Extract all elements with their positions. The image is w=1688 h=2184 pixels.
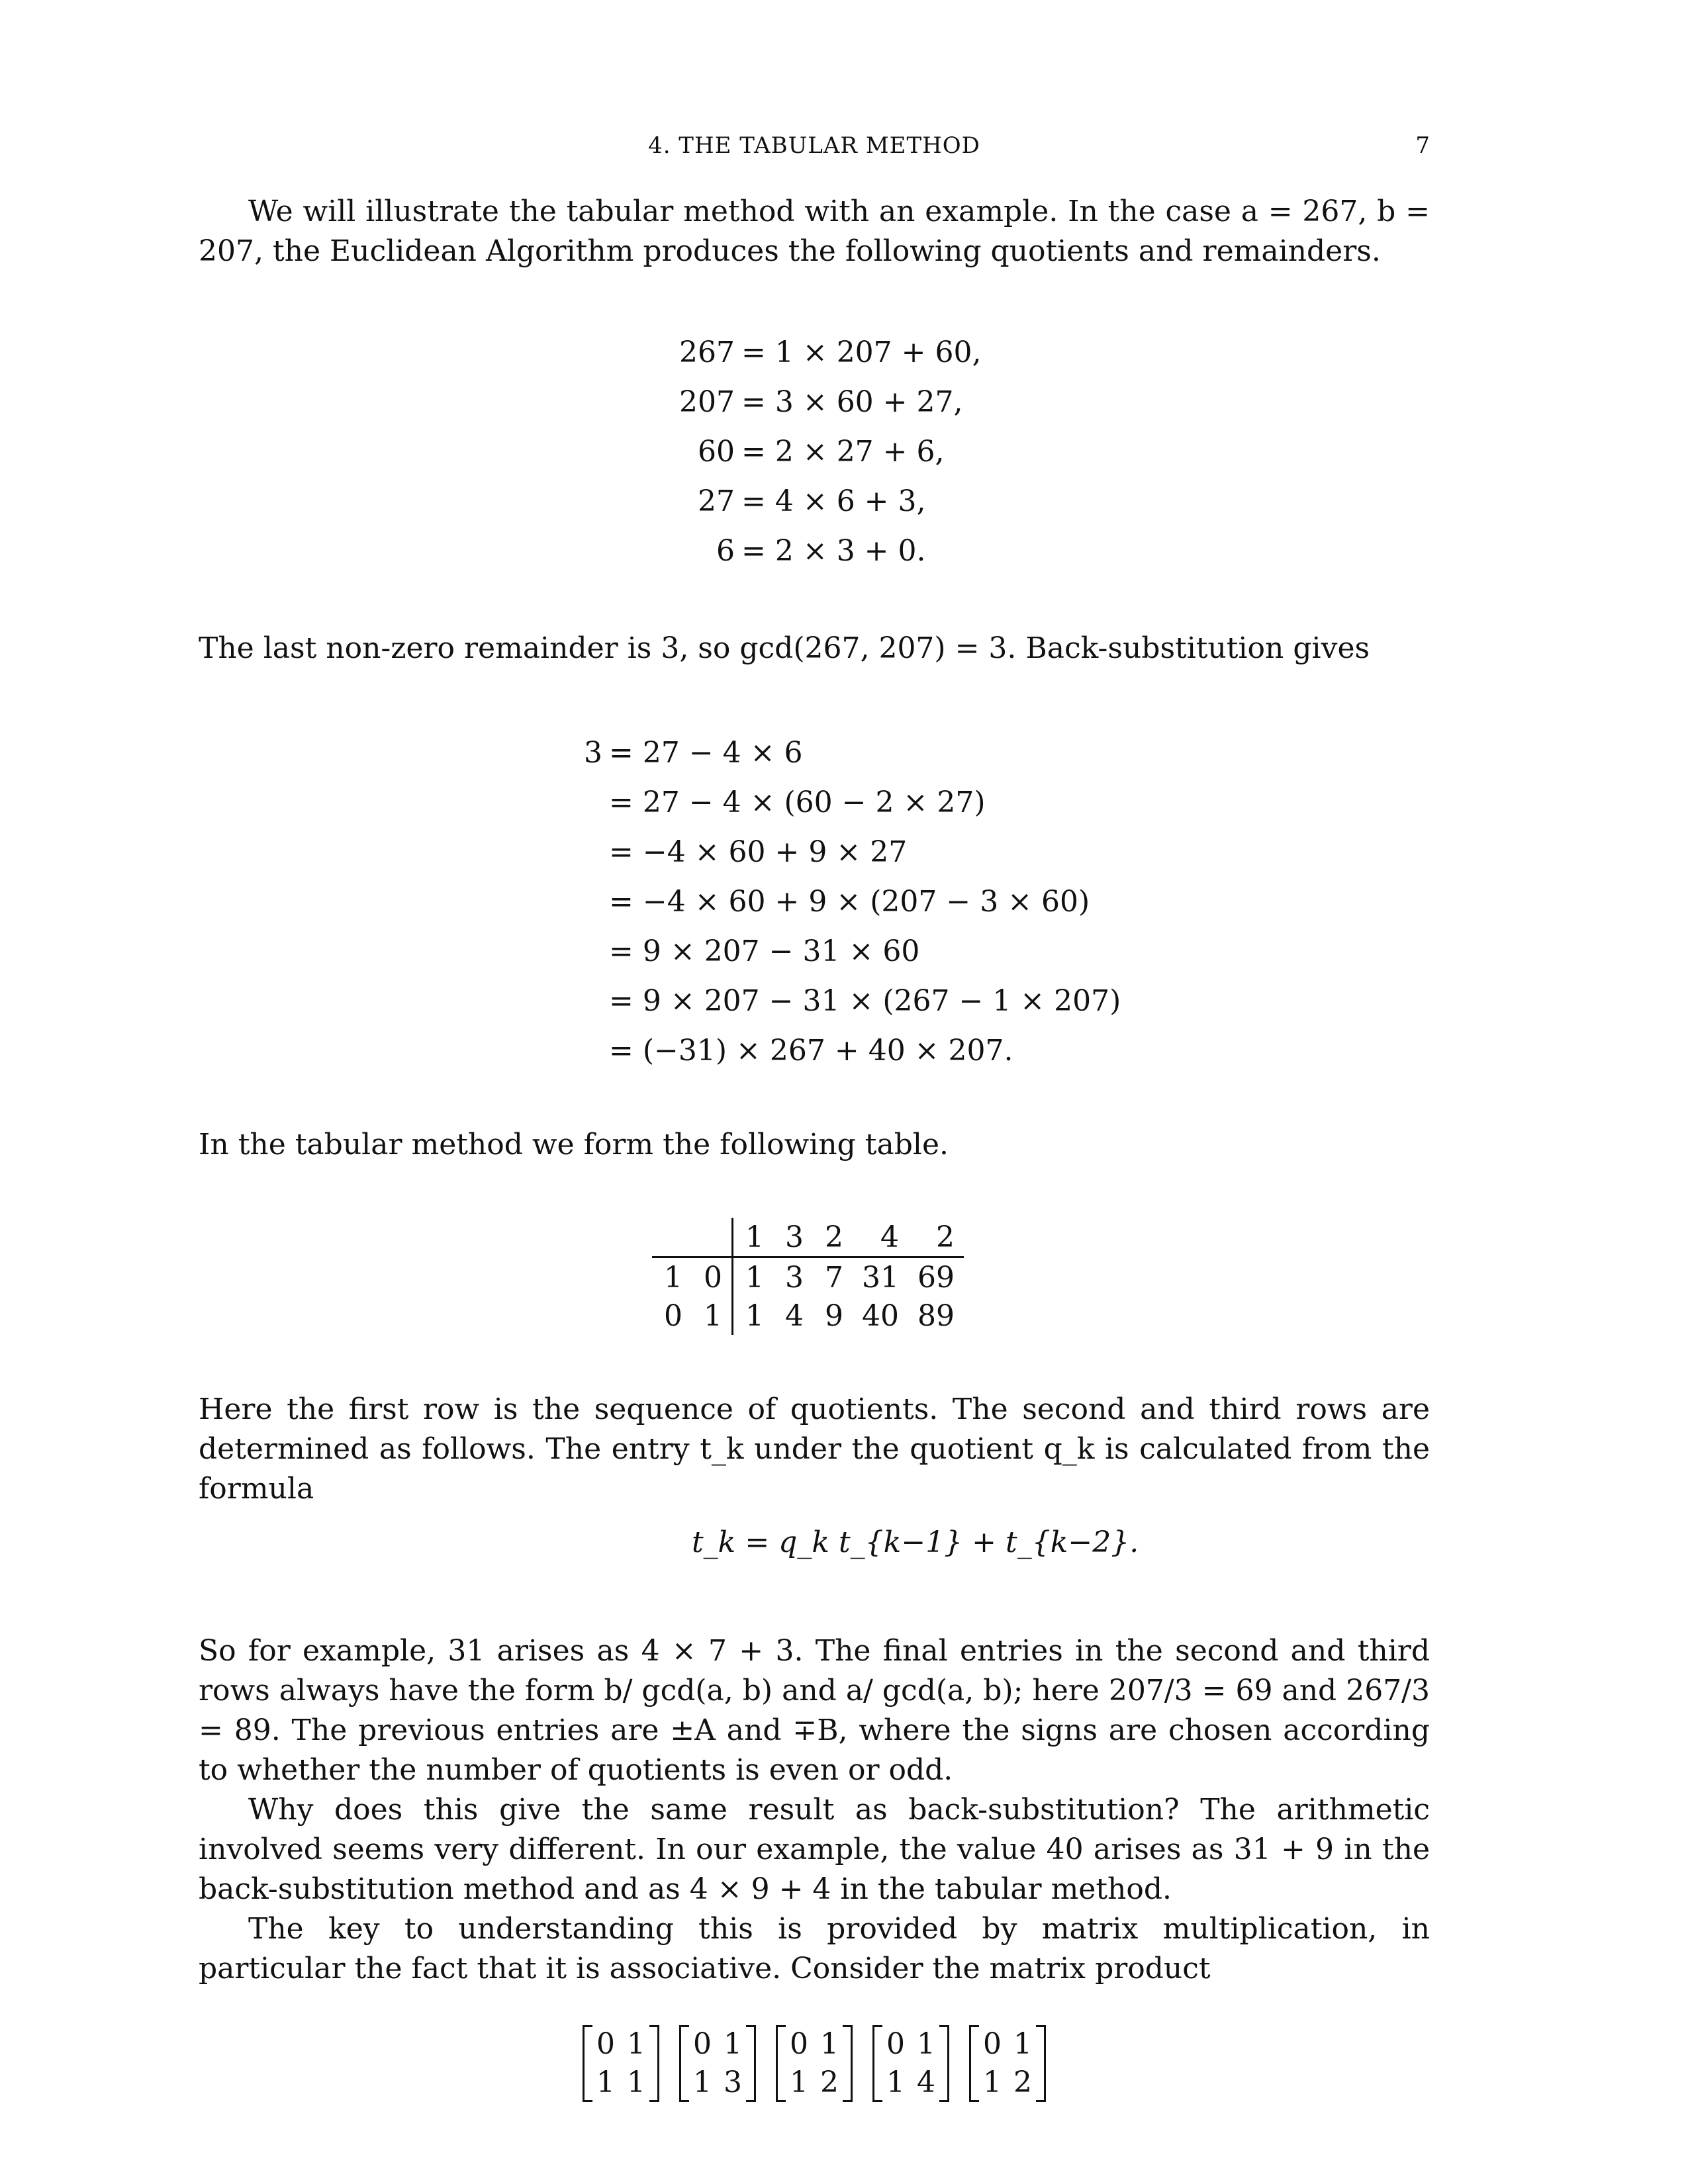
table-cell: 1 [664,1260,682,1295]
table-cell: 69 [917,1260,955,1295]
quotient-row [652,1218,964,1257]
matrix: 0 1 1 3 [679,2025,756,2102]
third-row [652,1297,964,1335]
intro-paragraph: We will illustrate the tabular method with an example. In the case a = 267, b = 207, the Euclidean Algorithm produces the following quotients and remainders. [199,195,1430,268]
table-cell: 0 [704,1260,722,1295]
table-cell: 1 [733,1218,774,1257]
table-cell: 31 [862,1260,899,1295]
equation-row: = (−31) × 267 + 40 × 207. [609,1034,1013,1068]
table-cell: 89 [917,1298,955,1333]
equation-row: = 27 − 4 × (60 − 2 × 27) [609,786,986,819]
euclid-equations [662,328,981,576]
equation-row: 60 = 2 × 27 + 6, [698,435,945,469]
key-paragraph: The key to understanding this is provided by matrix multiplication, in particular the fact that it is associative. Consider the matrix product [199,1912,1430,1985]
page-number: 7 [1415,132,1430,159]
table-cell: 4 [853,1218,908,1257]
matrix: 0 1 1 2 [776,2025,853,2102]
equation-row: 27 = 4 × 6 + 3, [698,484,926,518]
why-paragraph: Why does this give the same result as back-substitution? The arithmetic involved seems very different. In our example, the value 40 arises as 31 + 9 in the back-substitution method and as 4 × 9 + 4 in the tabular method. [199,1793,1430,1906]
second-row [652,1257,964,1297]
equation-row: = −4 × 60 + 9 × (207 − 3 × 60) [609,885,1090,919]
equation-row: 267 = 1 × 207 + 60, [679,336,982,369]
matrix: 0 1 1 2 [969,2025,1046,2102]
table-intro-paragraph: In the tabular method we form the following table. [199,1128,949,1161]
back-substitution-equations [583,728,1121,1075]
table-cell: 40 [862,1298,899,1333]
section-title: 4. THE TABULAR METHOD [648,132,980,159]
gcd-paragraph: The last non-zero remainder is 3, so gcd(267, 207) = 3. Back-substitution gives [199,631,1370,665]
equation-row: 207 = 3 × 60 + 27, [679,385,963,419]
table-cell: 1 [733,1297,774,1335]
matrix: 0 1 1 4 [872,2025,949,2102]
table-cell: 4 [785,1298,804,1333]
equation-row: 6 = 2 × 3 + 0. [716,534,926,568]
table-cell: 1 [733,1257,774,1297]
matrix-product [583,2025,1046,2102]
running-header [199,132,1430,172]
equation-row: = 9 × 207 − 31 × 60 [609,934,920,968]
table-cell: 2 [908,1218,964,1257]
equation-row: = −4 × 60 + 9 × 27 [609,835,908,869]
table-cell: 1 [704,1298,722,1333]
matrix: 0 1 1 1 [583,2025,659,2102]
explanation-paragraph: Here the first row is the sequence of quotients. The second and third rows are determined as follows. The entry t_k under the quotient q_k is calculated from the formula [199,1392,1430,1506]
table-cell: 7 [825,1260,843,1295]
table-cell: 2 [813,1218,853,1257]
table-cell: 9 [825,1298,843,1333]
tabular-method-table [652,1218,964,1335]
equation-row: = 9 × 207 − 31 × (267 − 1 × 207) [609,984,1121,1018]
example-paragraph: So for example, 31 arises as 4 × 7 + 3. The final entries in the second and third rows always have the form b/ gcd(a, b) and a/ gcd(a, b); here 207/3 = 69 and 267/3 = 89. The previous entries are ±A and ∓B, where the signs are chosen according to whether the number of quotients is even or odd. [199,1634,1430,1787]
table-cell: 3 [785,1260,804,1295]
equation-row: 3 = 27 − 4 × 6 [584,736,803,770]
table-cell: 3 [773,1218,813,1257]
table-cell: 0 [664,1298,682,1333]
recurrence-formula: t_k = q_k t_{k−1} + t_{k−2}. [692,1525,1139,1559]
